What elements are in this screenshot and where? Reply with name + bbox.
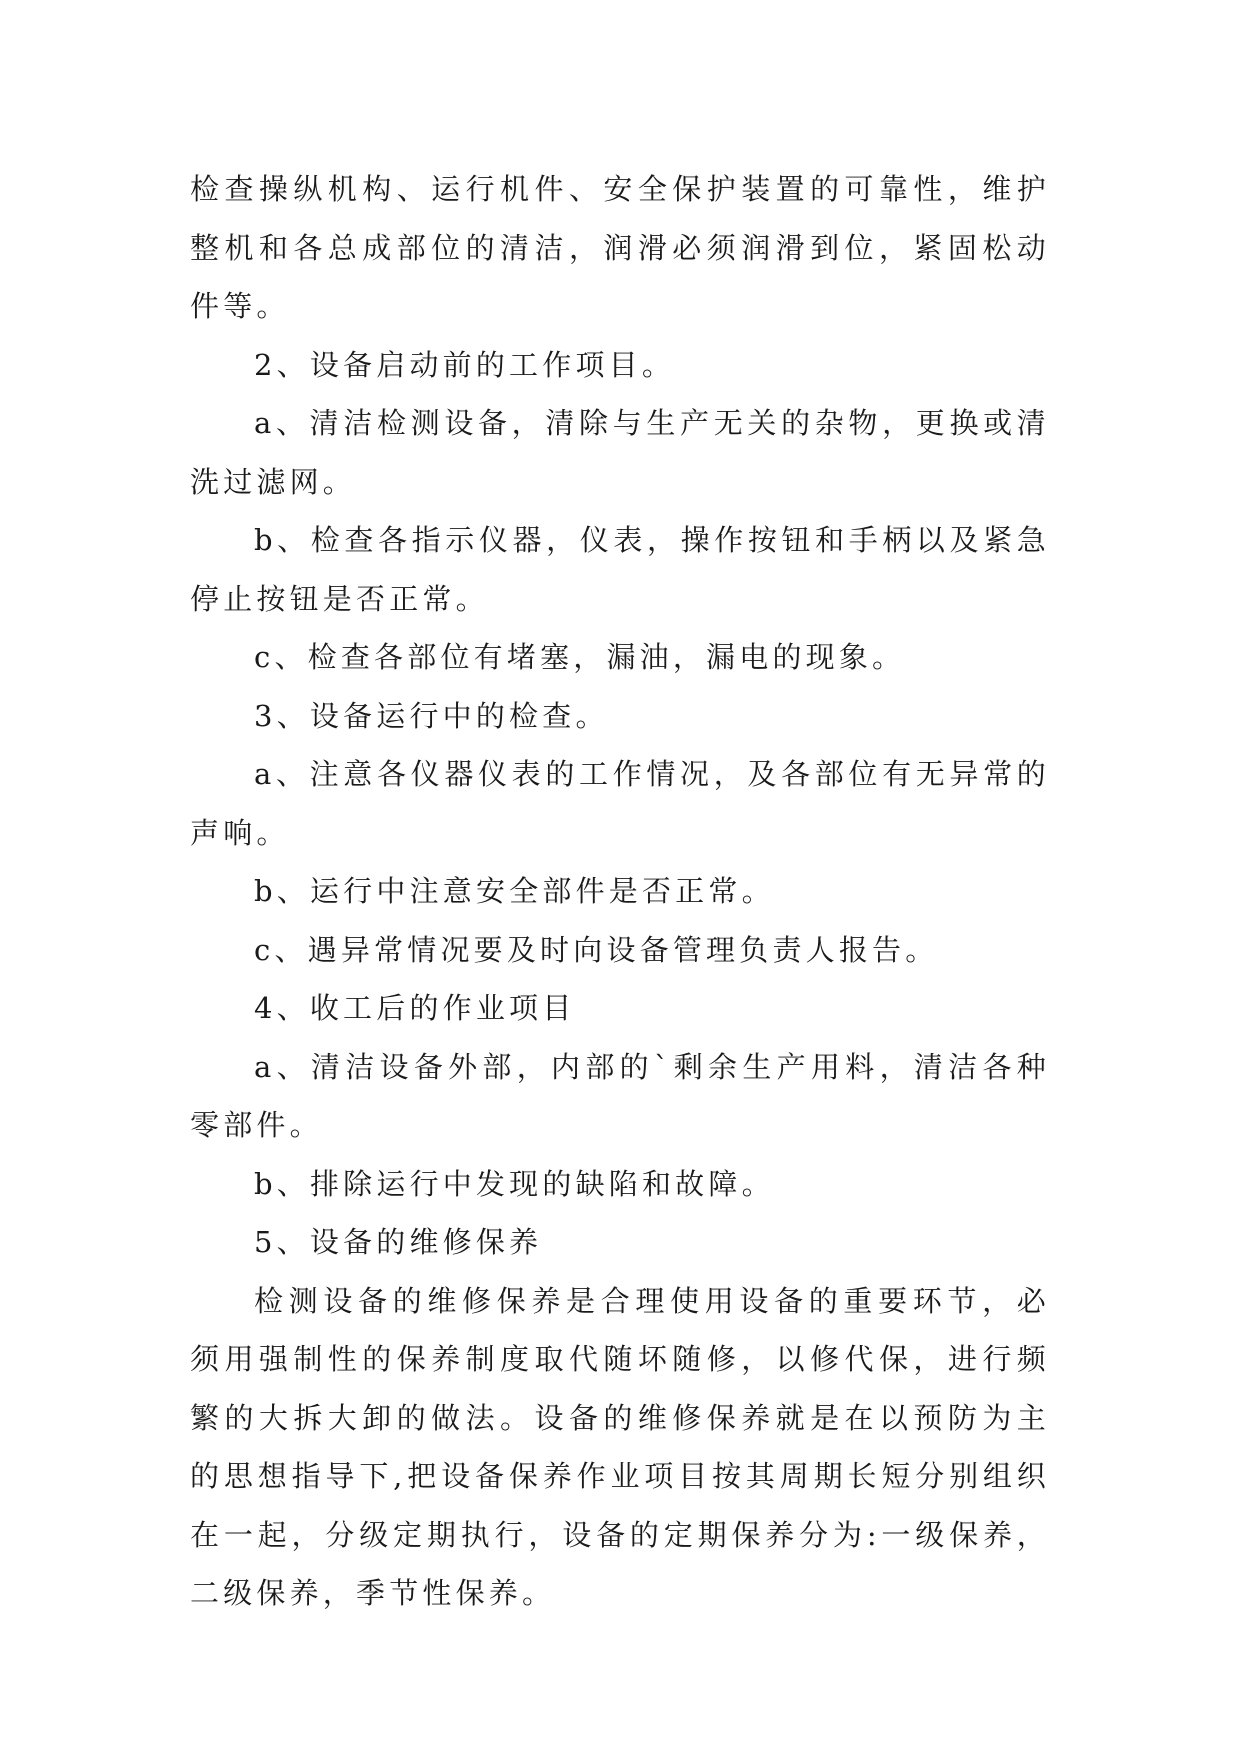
heading-running-inspection: 3、设备运行中的检查。 xyxy=(254,698,609,733)
list-item-check-leaks: c、检查各部位有堵塞，漏油，漏电的现象。 xyxy=(254,640,906,674)
heading-pre-start-items: 2、设备启动前的工作项目。 xyxy=(254,347,676,382)
list-item-safety-parts: b、运行中注意安全部件是否正常。 xyxy=(254,874,775,908)
heading-maintenance: 5、设备的维修保养 xyxy=(254,1225,543,1259)
paragraph-inspection-continuation: 检查操纵机构、运行机件、安全保护装置的可靠性，维护整机和各总成部位的清洁，润滑必须润滑到位，紧固松动件等。 xyxy=(190,172,1050,323)
list-item-fix-defects: b、排除运行中发现的缺陷和故障。 xyxy=(254,1166,775,1201)
list-item-check-instruments: b、检查各指示仪器，仪表，操作按钮和手柄以及紧急停止按钮是否正常。 xyxy=(190,523,1050,616)
document-body xyxy=(190,160,1050,1623)
list-item-report-abnormal: c、遇异常情况要及时向设备管理负责人报告。 xyxy=(254,932,939,967)
paragraph-maintenance-description: 检测设备的维修保养是合理使用设备的重要环节，必须用强制性的保养制度取代随坏随修，以修代保，进行频繁的大拆大卸的做法。设备的维修保养就是在以预防为主的思想指导下,把设备保养作业项目按其周期长短分别组织在一起，分级定期执行，设备的定期保养分为:一级保养，二级保养，季节性保养。 xyxy=(190,1283,1050,1610)
list-item-clean-exterior: a、清洁设备外部，内部的`剩余生产用料，清洁各种零部件。 xyxy=(190,1049,1050,1142)
list-item-watch-instruments: a、注意各仪器仪表的工作情况，及各部位有无异常的声响。 xyxy=(190,757,1050,850)
heading-after-work-items: 4、收工后的作业项目 xyxy=(254,991,576,1025)
list-item-clean-equipment: a、清洁检测设备，清除与生产无关的杂物，更换或清洗过滤网。 xyxy=(190,406,1050,499)
